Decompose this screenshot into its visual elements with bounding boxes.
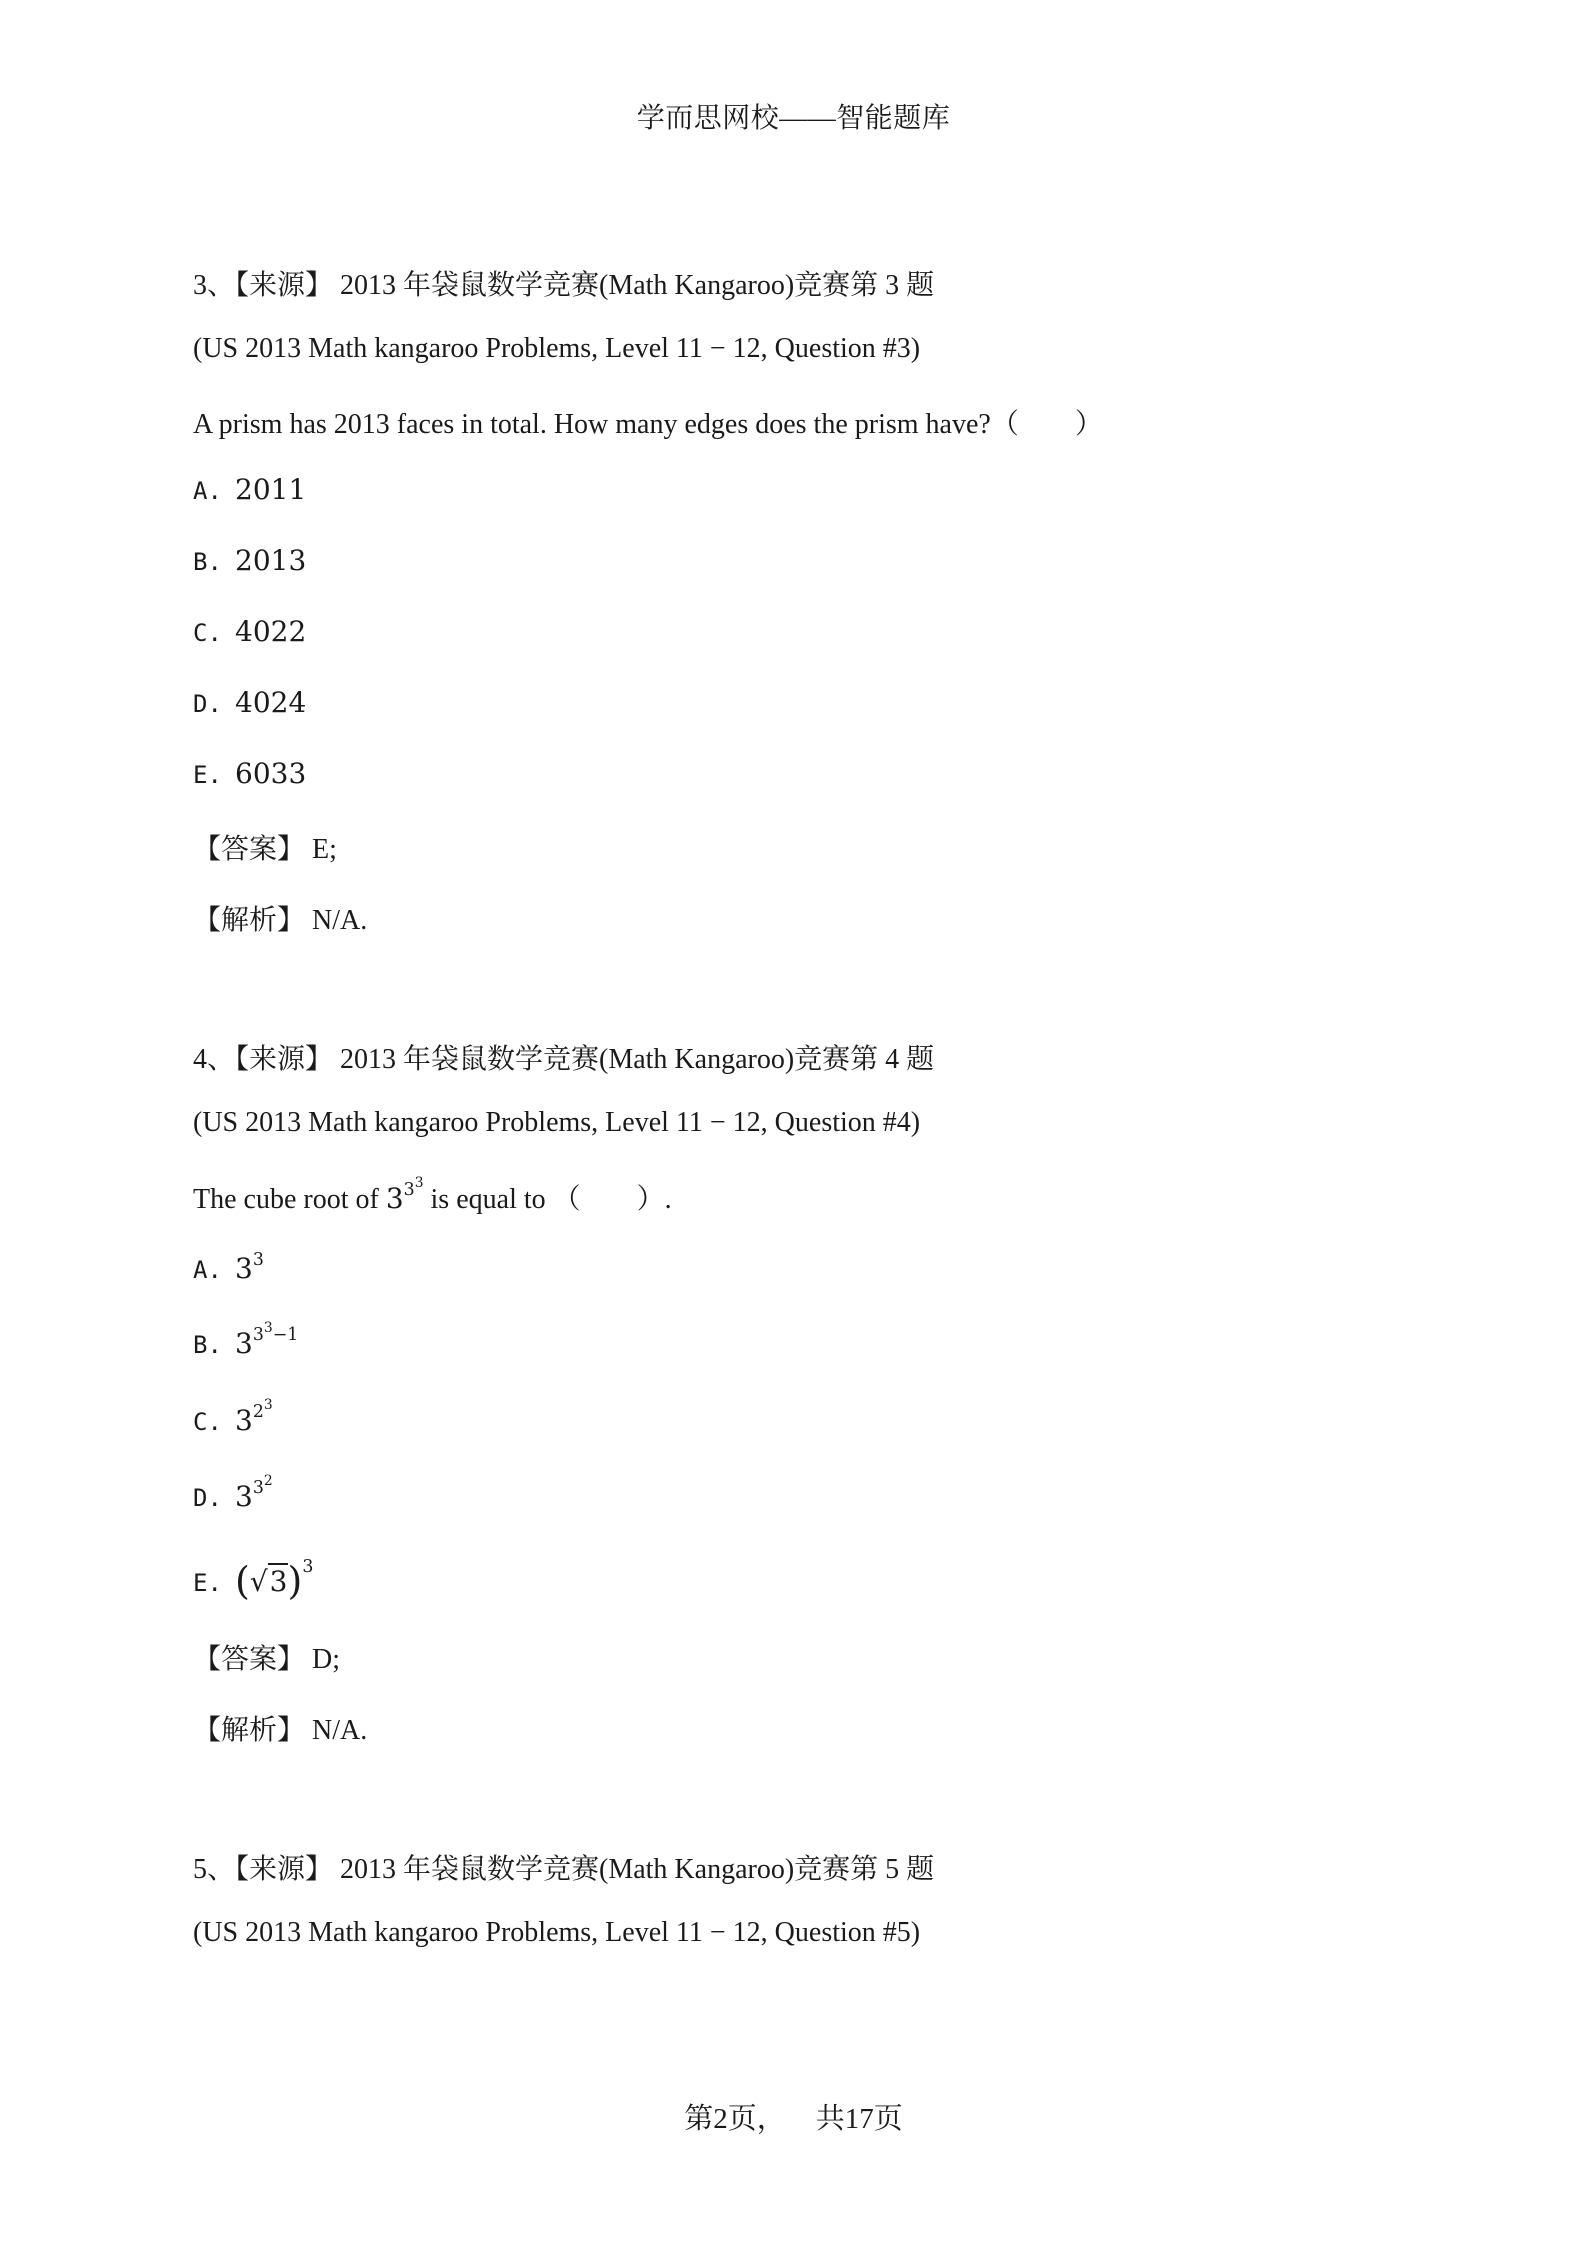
option-exponent-2: 3 [263,1319,273,1336]
footer-page-number: 第2页， [684,2103,786,2135]
close-paren: ) [287,1559,303,1603]
option-letter: E. [193,1569,222,1597]
radical-sign: √ [249,1565,268,1598]
question-5-source: 5、【来源】 2013 年袋鼠数学竞赛(Math Kangaroo)竞赛第 5 题 [193,1854,935,1885]
option-value [235,1319,299,1360]
option-value [235,1557,314,1603]
option-exponent-2: 3 [263,1396,273,1413]
question-3-subsource: (US 2013 Math kangaroo Problems, Level 11 − 12, Question #3) [193,333,921,364]
option-letter: E. [193,761,222,789]
square-root [250,1563,288,1598]
option-exponent-2: 2 [263,1472,273,1489]
question-5-subsource: (US 2013 Math kangaroo Problems, Level 11 − 12, Question #5) [193,1917,921,1948]
stem-exponent-2: 3 [414,1174,424,1191]
question-3-answer: 【答案】 E; [193,834,337,865]
option-value [235,1252,264,1285]
option-value: 6033 [235,757,307,790]
stem-base: 3 [385,1182,404,1215]
option-value [235,1396,273,1437]
option-base: 3 [235,1252,253,1285]
option-letter: D. [193,1484,222,1512]
footer-total-pages: 共17页 [815,2103,903,2135]
option-value: 2011 [235,473,307,506]
option-value: 2013 [235,544,307,577]
question-4-option-a [193,1252,264,1286]
option-letter: D. [193,690,222,718]
option-letter: C. [193,1408,222,1436]
stem-suffix: is equal to （ ）. [423,1184,672,1215]
option-base: 3 [235,1480,253,1513]
page-footer [0,2096,1587,2137]
option-letter: B. [193,1331,222,1359]
question-4-option-e [193,1556,314,1603]
question-3-analysis: 【解析】 N/A. [193,905,368,936]
option-value: 4024 [235,686,307,719]
option-exponent: 2 [252,1402,264,1423]
question-3-option-b [193,544,306,578]
page-header-title: 学而思网校——智能题库 [636,103,951,134]
option-letter: B. [193,548,222,576]
option-exponent: 3 [252,1478,264,1499]
stem-math [385,1174,424,1215]
question-4-source: 4、【来源】 2013 年袋鼠数学竞赛(Math Kangaroo)竞赛第 4 题 [193,1044,935,1075]
option-letter: A. [193,477,222,505]
option-value: 4022 [235,615,307,648]
question-3-source: 3、【来源】 2013 年袋鼠数学竞赛(Math Kangaroo)竞赛第 3 题 [193,270,935,301]
option-value [235,1472,273,1513]
option-exponent: 3 [252,1325,264,1346]
option-exponent-tail: −1 [272,1325,299,1346]
question-3-option-a [193,473,306,507]
question-4-analysis: 【解析】 N/A. [193,1715,368,1746]
question-4-option-b [193,1319,299,1361]
question-4-answer: 【答案】 D; [193,1644,341,1675]
stem-prefix: The cube root of [193,1184,386,1215]
question-4-option-c [193,1396,273,1438]
question-3-stem: A prism has 2013 faces in total. How many edges does the prism have?（ ） [193,409,1103,440]
stem-exponent: 3 [403,1180,415,1201]
option-letter: C. [193,619,222,647]
option-exponent: 3 [252,1250,264,1271]
option-base: 3 [235,1327,253,1360]
question-3-option-c [193,615,306,649]
option-exponent: 3 [302,1557,314,1577]
radicand: 3 [269,1565,288,1598]
option-letter: A. [193,1256,222,1284]
question-3-option-e [193,757,306,791]
question-3-option-d [193,686,306,720]
question-4-stem [193,1174,672,1217]
open-paren: ( [235,1559,250,1603]
question-4-subsource: (US 2013 Math kangaroo Problems, Level 11 − 12, Question #4) [193,1107,921,1138]
question-4-option-d [193,1472,273,1514]
option-base: 3 [235,1404,253,1437]
